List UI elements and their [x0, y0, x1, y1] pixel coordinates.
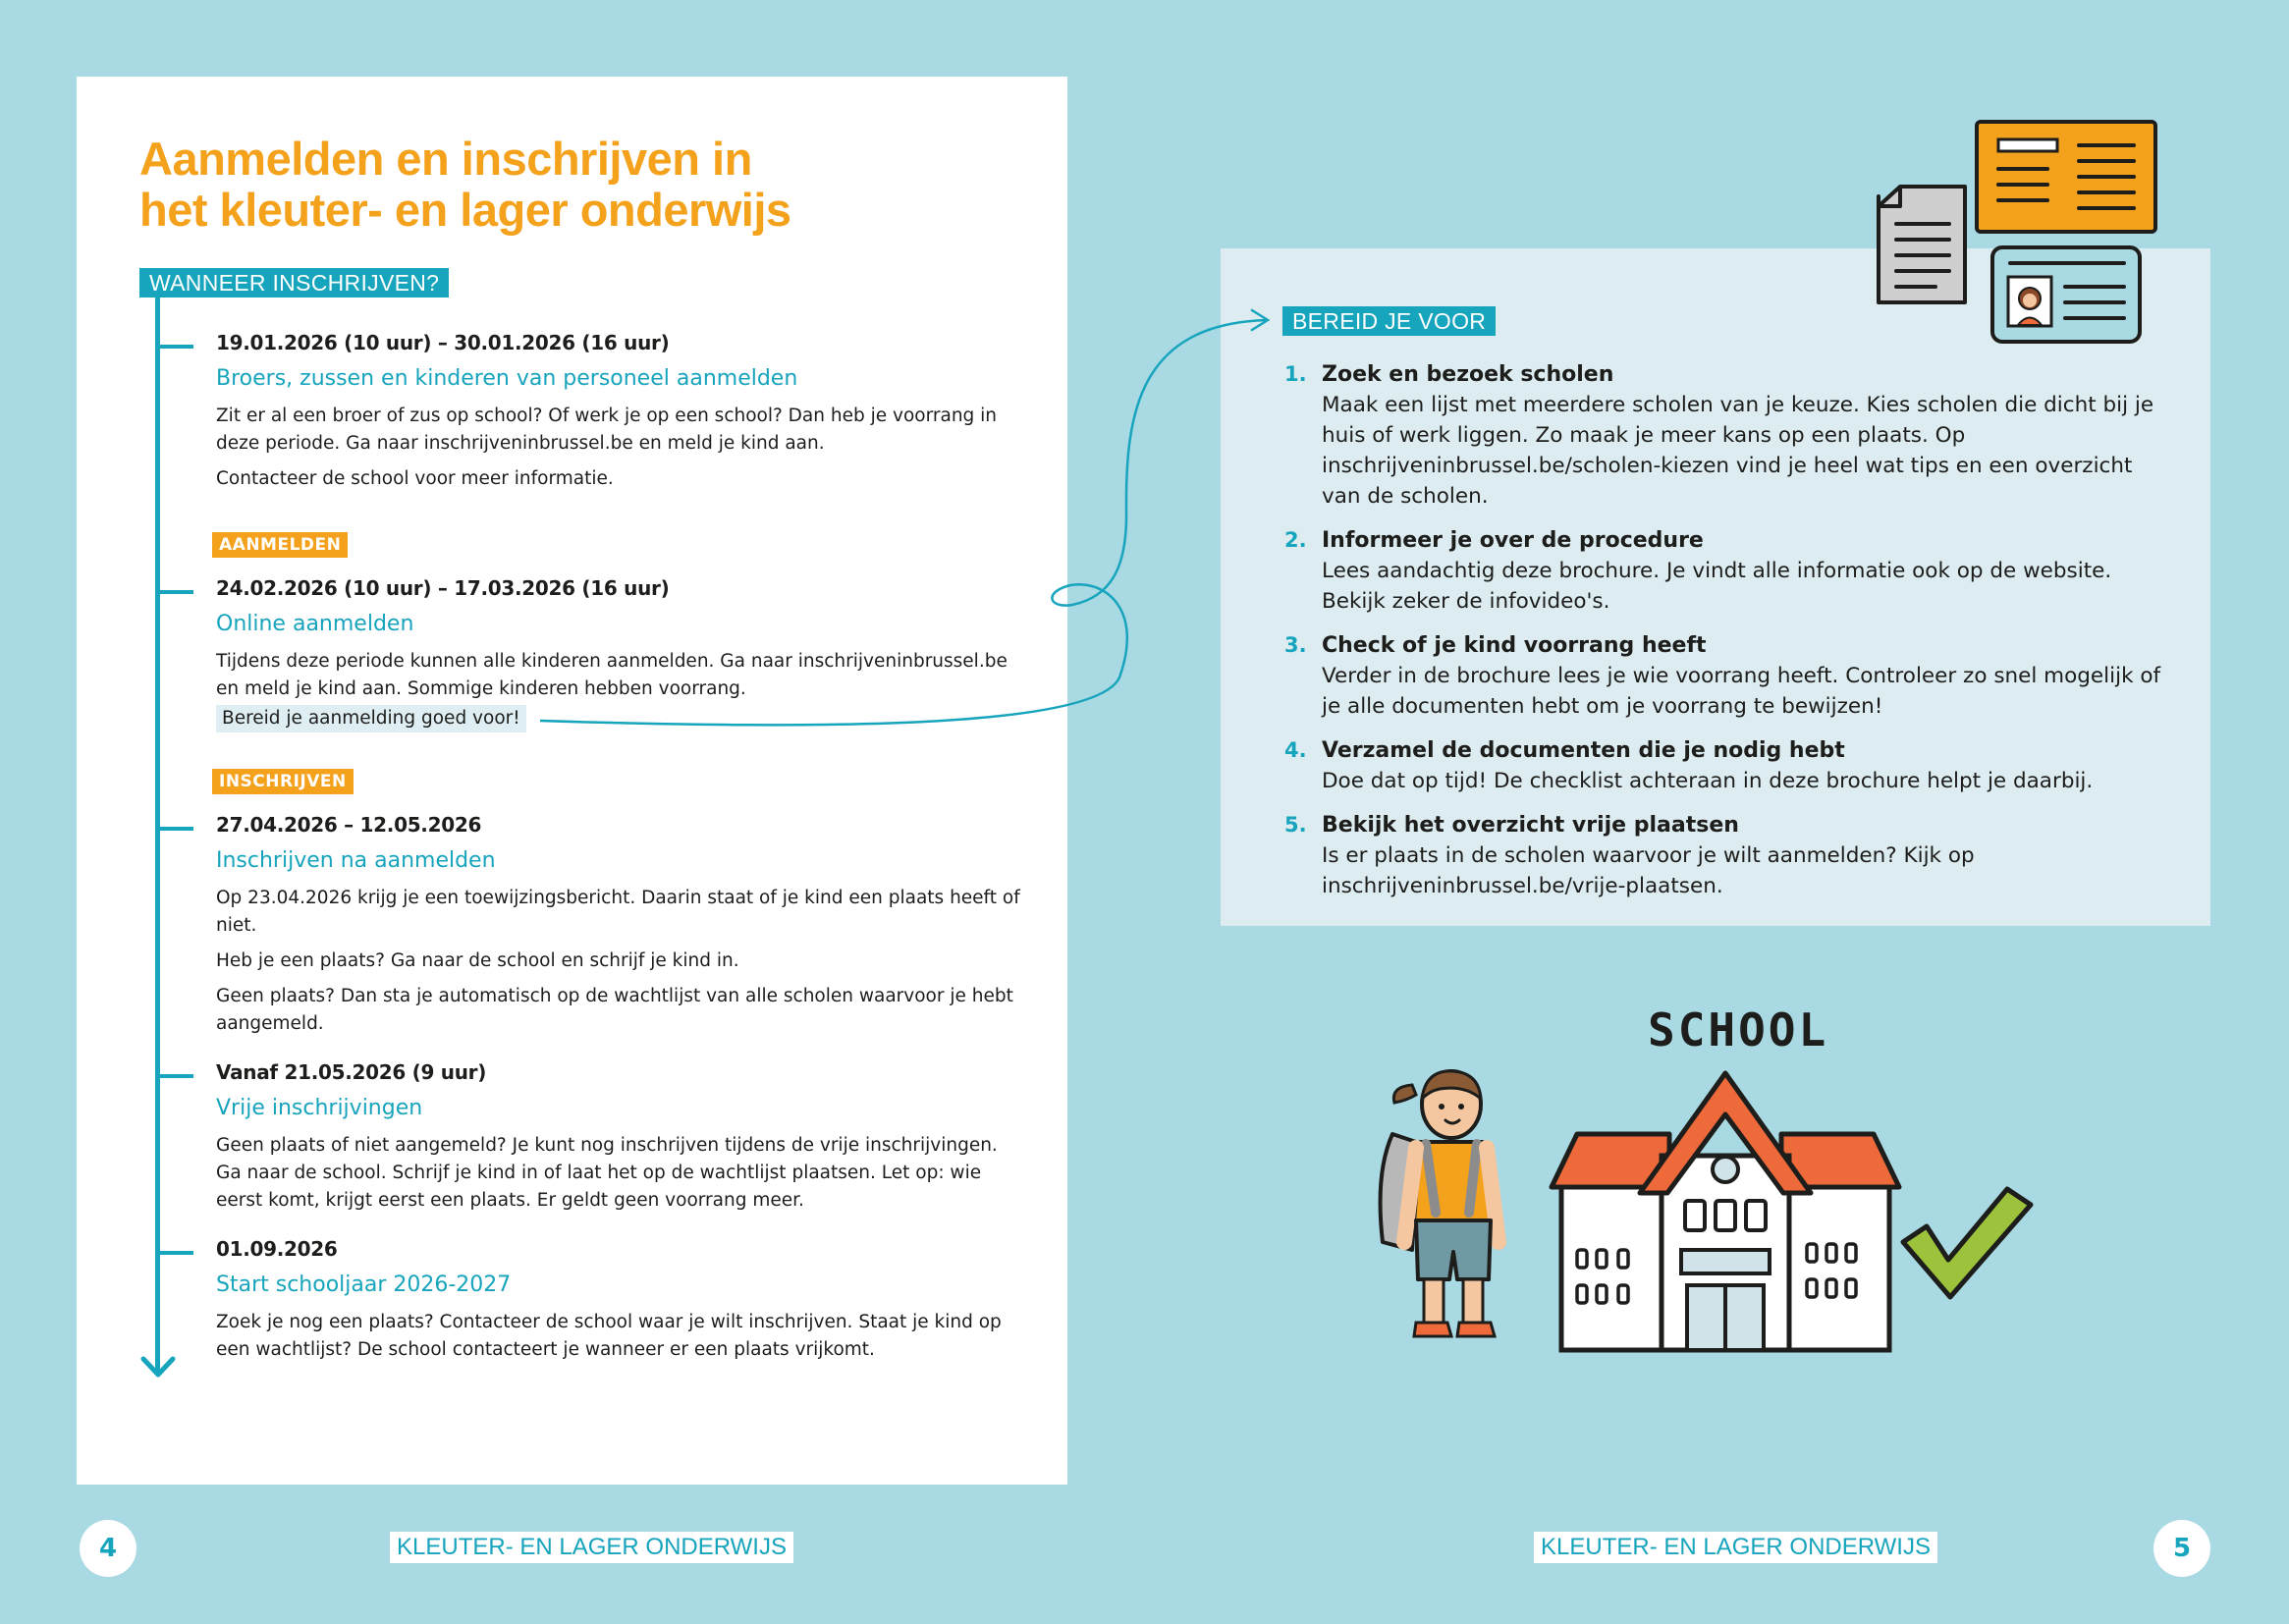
- page-title-line1: Aanmelden en inschrijven in: [139, 133, 752, 185]
- page-number-right: 5: [2153, 1520, 2210, 1577]
- list-item: [1284, 810, 2168, 901]
- section-label-bereid: BEREID JE VOOR: [1282, 306, 1496, 336]
- step-text: Lees aandachtig deze brochure. Je vindt alle informatie ook op de website. Bekijk zeker de infovideo's.: [1322, 559, 2112, 614]
- school-building: [1552, 1073, 1899, 1350]
- section-label-wanneer: WANNEER INSCHRIJVEN?: [139, 268, 449, 298]
- entry-date: 01.09.2026: [216, 1237, 338, 1261]
- page-number-left: 4: [80, 1520, 136, 1577]
- entry-text: Contacteer de school voor meer informatie.: [216, 468, 614, 489]
- step-number: 5.: [1284, 813, 1307, 837]
- entry-date: 19.01.2026 (10 uur) – 30.01.2026 (16 uur): [216, 331, 670, 354]
- step-heading: Verzamel de documenten die je nodig hebt: [1322, 738, 1845, 763]
- entry-text: Tijdens deze periode kunnen alle kinderen aanmelden. Ga naar inschrijveninbrussel.be en meld je kind aan. Sommige kinderen hebben voorrang.: [216, 651, 1008, 699]
- badge-aanmelden: AANMELDEN: [212, 532, 348, 558]
- entry-date: 24.02.2026 (10 uur) – 17.03.2026 (16 uur): [216, 576, 670, 600]
- list-item: [1284, 630, 2168, 722]
- step-heading: Check of je kind voorrang heeft: [1322, 633, 1707, 658]
- child-figure: [1381, 1071, 1499, 1336]
- entry-subtitle: Broers, zussen en kinderen van personeel aanmelden: [216, 366, 798, 391]
- school-sign: SCHOOL: [1648, 1003, 1829, 1056]
- entry-text: Heb je een plaats? Ga naar de school en schrijf je kind in.: [216, 950, 739, 971]
- entry-subtitle: Vrije inschrijvingen: [216, 1096, 423, 1120]
- entry-text: Op 23.04.2026 krijg je een toewijzingsbericht. Daarin staat of je kind een plaats heeft of niet.: [216, 888, 1020, 936]
- page-title-line2: het kleuter- en lager onderwijs: [139, 184, 791, 236]
- footer-label-left: KLEUTER- EN LAGER ONDERWIJS: [390, 1532, 793, 1563]
- steps-list: [1284, 359, 2168, 915]
- entry-subtitle: Online aanmelden: [216, 612, 414, 636]
- entry-date: Vanaf 21.05.2026 (9 uur): [216, 1060, 487, 1084]
- school-illustration: [1355, 1065, 2062, 1380]
- footer-label-right: KLEUTER- EN LAGER ONDERWIJS: [1534, 1532, 1937, 1563]
- entry-text: Geen plaats? Dan sta je automatisch op de wachtlijst van alle scholen waarvoor je hebt aangemeld.: [216, 986, 1013, 1034]
- step-heading: Zoek en bezoek scholen: [1322, 362, 1614, 387]
- documents-icon: [1871, 118, 2165, 353]
- entry-text: Geen plaats of niet aangemeld? Je kunt nog inschrijven tijdens de vrije inschrijvingen. Ga naar de school. Schrijf je kind in of laat het op de wachtlijst plaatsen. Let op: wie eerst komt, krijgt eerst een plaats. Er geldt geen voorrang meer.: [216, 1135, 998, 1211]
- list-item: [1284, 735, 2168, 796]
- step-number: 4.: [1284, 738, 1307, 762]
- entry-subtitle: Start schooljaar 2026-2027: [216, 1272, 512, 1297]
- step-text: Doe dat op tijd! De checklist achteraan in deze brochure helpt je daarbij.: [1322, 769, 2094, 793]
- entry-subtitle: Inschrijven na aanmelden: [216, 848, 496, 873]
- entry-text: Zoek je nog een plaats? Contacteer de school waar je wilt inschrijven. Staat je kind op een wachtlijst? De school contacteert je wanneer er een plaats vrijkomt.: [216, 1312, 1002, 1360]
- step-text: Is er plaats in de scholen waarvoor je wilt aanmelden? Kijk op inschrijveninbrussel.be/vrije-plaatsen.: [1322, 843, 1975, 898]
- highlight-chip: Bereid je aanmelding goed voor!: [216, 705, 526, 732]
- step-number: 3.: [1284, 633, 1307, 657]
- step-heading: Bekijk het overzicht vrije plaatsen: [1322, 813, 1739, 838]
- step-text: Verder in de brochure lees je wie voorrang heeft. Controleer zo snel mogelijk of je alle documenten hebt om je voorrang te bewijzen!: [1322, 664, 2161, 719]
- list-item: [1284, 525, 2168, 617]
- step-text: Maak een lijst met meerdere scholen van je keuze. Kies scholen die dicht bij je huis of werk liggen. Zo maak je meer kans op een plaats. Op inschrijveninbrussel.be/scholen-kiezen vind je heel wat tips en een overzicht van de scholen.: [1322, 393, 2154, 509]
- entry-date: 27.04.2026 – 12.05.2026: [216, 813, 482, 837]
- checkmark-icon: [1903, 1189, 2031, 1297]
- entry-text: Zit er al een broer of zus op school? Of werk je op een school? Dan heb je voorrang in deze periode. Ga naar inschrijveninbrussel.be en meld je kind aan.: [216, 406, 998, 454]
- step-number: 2.: [1284, 528, 1307, 552]
- list-item: [1284, 359, 2168, 512]
- step-heading: Informeer je over de procedure: [1322, 528, 1704, 553]
- step-number: 1.: [1284, 362, 1307, 386]
- badge-inschrijven: INSCHRIJVEN: [212, 769, 354, 794]
